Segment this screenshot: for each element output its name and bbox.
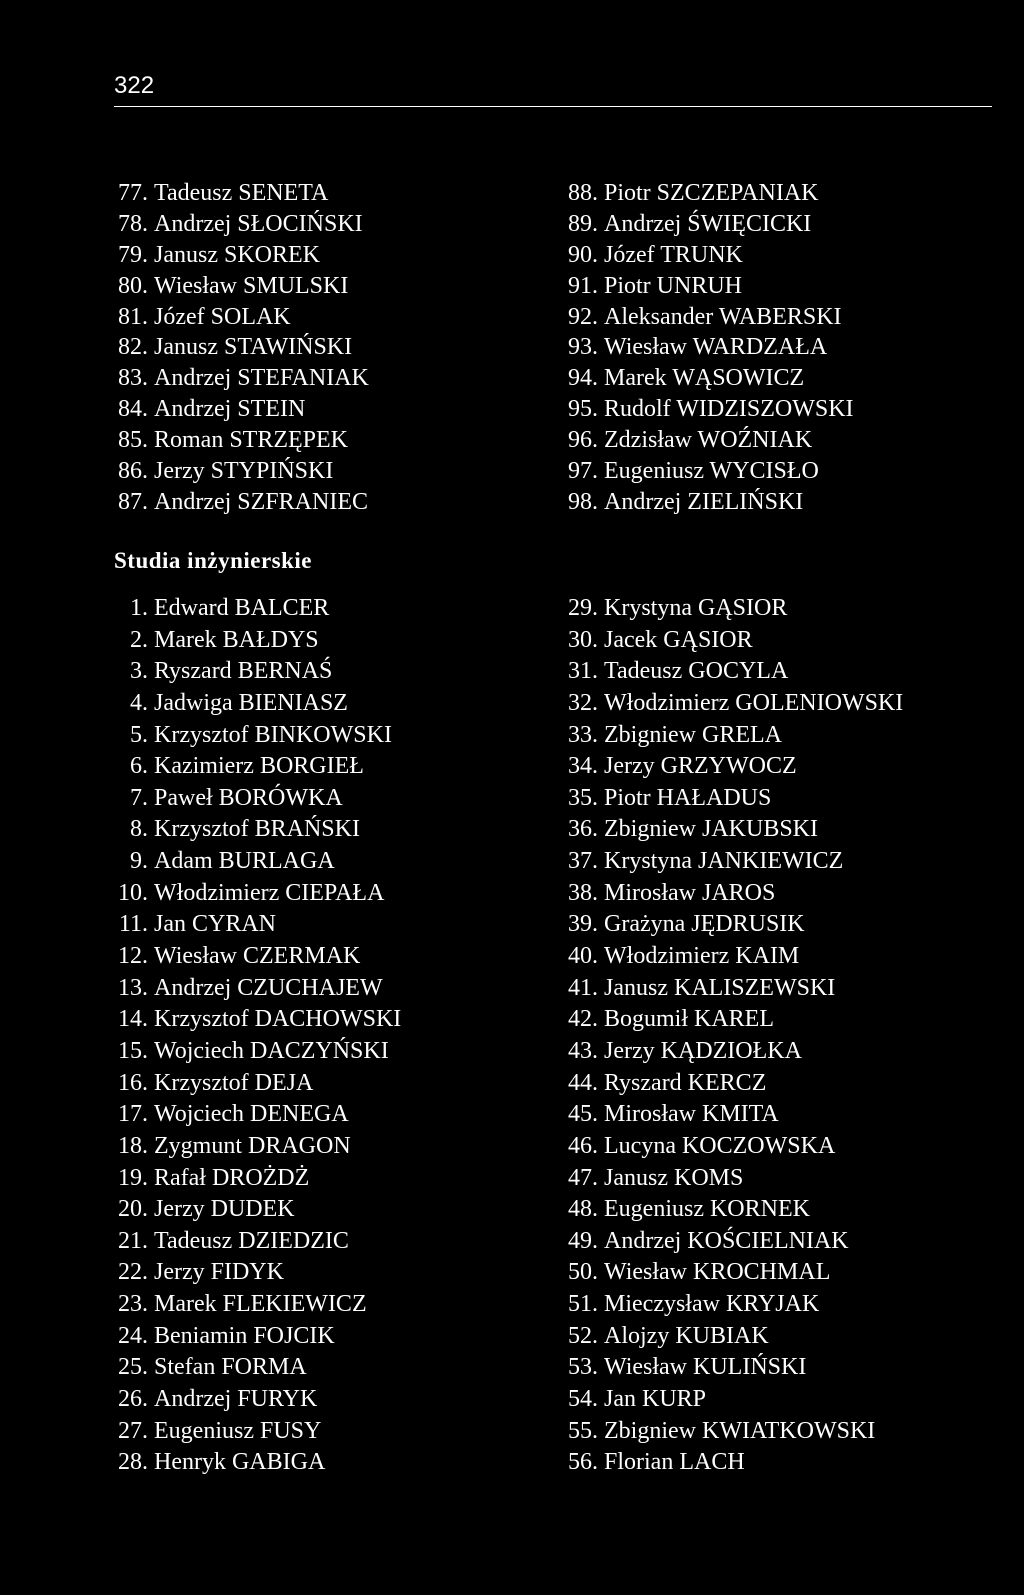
top-list-left-column (110, 178, 369, 518)
entry-name: Wiesław CZERMAK (154, 943, 361, 970)
entry-name: Wiesław KULIŃSKI (604, 1354, 807, 1381)
list-item (560, 1068, 903, 1100)
entry-number: 23. (118, 1291, 148, 1318)
entry-number: 92. (568, 303, 598, 330)
entry-number: 89. (568, 210, 598, 237)
entry-name: Jerzy KĄDZIOŁKA (604, 1037, 802, 1064)
list-item (110, 1384, 401, 1416)
list-item (110, 1036, 401, 1068)
entry-number: 27. (118, 1417, 148, 1444)
list-item (110, 720, 401, 752)
list-item (560, 846, 903, 878)
entry-name: Krystyna GĄSIOR (604, 595, 788, 621)
entry-number: 18. (118, 1132, 148, 1159)
entry-number: 50. (568, 1259, 598, 1286)
entry-name: Florian LACH (604, 1449, 745, 1476)
list-item (110, 456, 369, 487)
entry-number: 51. (568, 1291, 598, 1318)
section-heading: Studia inżynierskie (114, 548, 313, 573)
list-item (110, 1099, 401, 1131)
entry-number: 36. (568, 816, 598, 843)
list-item (560, 814, 903, 846)
list-item (560, 240, 854, 271)
entry-name: Andrzej CZUCHAJEW (154, 974, 383, 1001)
entry-number: 83. (118, 365, 148, 392)
entry-name: Jadwiga BIENIASZ (154, 689, 348, 716)
entry-number: 45. (568, 1101, 598, 1128)
list-item (110, 1163, 401, 1195)
entry-name: Zbigniew GRELA (604, 721, 782, 748)
list-item (110, 656, 401, 688)
list-item (560, 941, 903, 973)
entry-name: Edward BALCER (154, 595, 330, 621)
entry-number: 32. (568, 689, 598, 716)
entry-name: Piotr SZCZEPANIAK (604, 180, 819, 206)
list-item (560, 487, 854, 518)
entry-number: 14. (118, 1006, 148, 1033)
entry-number: 3. (130, 658, 148, 685)
entry-number: 94. (568, 365, 598, 392)
entry-name: Paweł BORÓWKA (154, 784, 343, 811)
list-item (560, 178, 854, 209)
list-item (110, 751, 401, 783)
entry-number: 52. (568, 1322, 598, 1349)
entry-name: Tadeusz GOCYLA (604, 658, 789, 685)
entry-name: Wiesław WARDZAŁA (604, 334, 828, 361)
entry-name: Zygmunt DRAGON (154, 1132, 351, 1159)
entry-number: 15. (118, 1037, 148, 1064)
list-item (560, 456, 854, 487)
entry-name: Józef TRUNK (604, 241, 743, 268)
entry-name: Piotr HAŁADUS (604, 784, 772, 811)
entry-number: 44. (568, 1069, 598, 1096)
entry-name: Wojciech DACZYŃSKI (154, 1037, 389, 1064)
list-item (560, 1289, 903, 1321)
entry-name: Krzysztof DEJA (154, 1069, 314, 1096)
entry-name: Krzysztof BRAŃSKI (154, 816, 360, 843)
list-item (110, 593, 401, 625)
page-number: 322 (114, 72, 155, 99)
list-item (560, 394, 854, 425)
list-item (110, 688, 401, 720)
section-list-right-column (560, 593, 903, 1479)
list-item (560, 1131, 903, 1163)
list-item (560, 783, 903, 815)
list-item (560, 1004, 903, 1036)
list-item (560, 973, 903, 1005)
entry-number: 82. (118, 334, 148, 361)
entry-number: 20. (118, 1196, 148, 1223)
entry-number: 25. (118, 1354, 148, 1381)
entry-number: 9. (130, 848, 148, 875)
entry-name: Andrzej ŚWIĘCICKI (604, 210, 812, 237)
list-item (560, 593, 903, 625)
entry-number: 88. (568, 180, 598, 206)
entry-name: Tadeusz DZIEDZIC (154, 1227, 349, 1254)
list-item (110, 1004, 401, 1036)
list-item (110, 814, 401, 846)
entry-name: Marek BAŁDYS (154, 626, 319, 653)
entry-name: Janusz STAWIŃSKI (154, 334, 353, 361)
entry-number: 40. (568, 943, 598, 970)
entry-name: Krzysztof BINKOWSKI (154, 721, 392, 748)
entry-name: Eugeniusz KORNEK (604, 1196, 810, 1223)
entry-number: 35. (568, 784, 598, 811)
list-item (110, 425, 369, 456)
entry-number: 46. (568, 1132, 598, 1159)
entry-number: 1. (130, 595, 148, 621)
entry-number: 48. (568, 1196, 598, 1223)
list-item (110, 209, 369, 240)
entry-number: 55. (568, 1417, 598, 1444)
entry-name: Jacek GĄSIOR (604, 626, 753, 653)
list-item (110, 271, 369, 302)
entry-name: Wiesław KROCHMAL (604, 1259, 831, 1286)
entry-number: 43. (568, 1037, 598, 1064)
entry-name: Jan KURP (604, 1386, 707, 1413)
entry-name: Jerzy STYPIŃSKI (154, 458, 334, 485)
entry-number: 95. (568, 396, 598, 423)
entry-number: 42. (568, 1006, 598, 1033)
entry-name: Andrzej FURYK (154, 1386, 318, 1413)
entry-number: 98. (568, 488, 598, 515)
entry-number: 56. (568, 1449, 598, 1476)
entry-name: Zbigniew KWIATKOWSKI (604, 1417, 876, 1444)
entry-name: Bogumił KAREL (604, 1006, 775, 1033)
entry-name: Jerzy FIDYK (154, 1259, 284, 1286)
list-item (560, 1447, 903, 1479)
entry-number: 38. (568, 879, 598, 906)
entry-name: Piotr UNRUH (604, 272, 743, 299)
entry-number: 33. (568, 721, 598, 748)
entry-number: 84. (118, 396, 148, 423)
entry-name: Mieczysław KRYJAK (604, 1291, 820, 1318)
entry-number: 12. (118, 943, 148, 970)
entry-name: Włodzimierz CIEPAŁA (154, 879, 385, 906)
entry-number: 41. (568, 974, 598, 1001)
entry-name: Józef SOLAK (154, 303, 291, 330)
entry-number: 39. (568, 911, 598, 938)
list-item (110, 363, 369, 394)
entry-name: Stefan FORMA (154, 1354, 307, 1381)
entry-name: Jerzy GRZYWOCZ (604, 753, 797, 780)
entry-number: 2. (130, 626, 148, 653)
list-item (110, 1194, 401, 1226)
entry-number: 81. (118, 303, 148, 330)
list-item (110, 394, 369, 425)
entry-name: Adam BURLAGA (154, 848, 335, 875)
list-item (110, 1257, 401, 1289)
list-item (560, 1036, 903, 1068)
entry-number: 86. (118, 458, 148, 485)
entry-number: 21. (118, 1227, 148, 1254)
entry-name: Aleksander WABERSKI (604, 303, 842, 330)
entry-name: Grażyna JĘDRUSIK (604, 911, 805, 938)
entry-number: 54. (568, 1386, 598, 1413)
list-item (560, 720, 903, 752)
entry-number: 5. (130, 721, 148, 748)
entry-number: 7. (130, 784, 148, 811)
entry-number: 26. (118, 1386, 148, 1413)
entry-name: Andrzej SŁOCIŃSKI (154, 210, 363, 237)
entry-number: 34. (568, 753, 598, 780)
list-item (110, 625, 401, 657)
entry-number: 80. (118, 272, 148, 299)
list-item (560, 909, 903, 941)
list-item (560, 1352, 903, 1384)
entry-name: Janusz SKOREK (154, 241, 320, 268)
list-item (110, 878, 401, 910)
entry-number: 24. (118, 1322, 148, 1349)
entry-number: 11. (118, 911, 148, 938)
entry-name: Włodzimierz GOLENIOWSKI (604, 689, 904, 716)
entry-name: Rafał DROŻDŻ (154, 1164, 310, 1191)
list-item (560, 271, 854, 302)
entry-name: Tadeusz SENETA (154, 180, 329, 206)
list-item (560, 1416, 903, 1448)
list-item (560, 363, 854, 394)
entry-name: Włodzimierz KAIM (604, 943, 800, 970)
entry-name: Janusz KALISZEWSKI (604, 974, 836, 1001)
list-item (560, 688, 903, 720)
list-item (560, 1163, 903, 1195)
list-item (110, 941, 401, 973)
list-item (560, 1257, 903, 1289)
entry-name: Rudolf WIDZISZOWSKI (604, 396, 854, 423)
list-item (560, 1384, 903, 1416)
list-item (110, 332, 369, 363)
entry-name: Marek FLEKIEWICZ (154, 1291, 367, 1318)
entry-name: Lucyna KOCZOWSKA (604, 1132, 836, 1159)
entry-number: 30. (568, 626, 598, 653)
entry-name: Ryszard KERCZ (604, 1069, 767, 1096)
list-item (110, 487, 369, 518)
top-list-right-column (560, 178, 854, 518)
list-item (110, 1352, 401, 1384)
list-item (110, 1131, 401, 1163)
header-rule (114, 106, 992, 107)
list-item (110, 1321, 401, 1353)
entry-number: 91. (568, 272, 598, 299)
entry-name: Mirosław JAROS (604, 879, 776, 906)
entry-name: Andrzej SZFRANIEC (154, 488, 368, 515)
section-list-left-column (110, 593, 401, 1479)
list-item (560, 625, 903, 657)
entry-name: Zbigniew JAKUBSKI (604, 816, 818, 843)
entry-number: 53. (568, 1354, 598, 1381)
entry-number: 90. (568, 241, 598, 268)
list-item (110, 1289, 401, 1321)
list-item (560, 1099, 903, 1131)
entry-name: Andrzej STEIN (154, 396, 306, 423)
list-item (560, 1321, 903, 1353)
list-item (560, 332, 854, 363)
entry-number: 17. (118, 1101, 148, 1128)
entry-name: Mirosław KMITA (604, 1101, 779, 1128)
list-item (110, 1068, 401, 1100)
entry-number: 37. (568, 848, 598, 875)
entry-number: 97. (568, 458, 598, 485)
entry-name: Jan CYRAN (154, 911, 277, 938)
entry-name: Henryk GABIGA (154, 1449, 326, 1476)
list-item (110, 973, 401, 1005)
entry-number: 13. (118, 974, 148, 1001)
list-item (560, 878, 903, 910)
entry-number: 4. (130, 689, 148, 716)
entry-number: 93. (568, 334, 598, 361)
entry-number: 87. (118, 488, 148, 515)
entry-number: 49. (568, 1227, 598, 1254)
entry-number: 22. (118, 1259, 148, 1286)
entry-name: Zdzisław WOŹNIAK (604, 427, 813, 454)
entry-name: Roman STRZĘPEK (154, 427, 349, 454)
list-item (560, 1226, 903, 1258)
list-item (560, 751, 903, 783)
entry-name: Andrzej ZIELIŃSKI (604, 488, 804, 515)
entry-number: 28. (118, 1449, 148, 1476)
entry-number: 6. (130, 753, 148, 780)
entry-number: 8. (130, 816, 148, 843)
entry-name: Eugeniusz FUSY (154, 1417, 322, 1444)
entry-number: 47. (568, 1164, 598, 1191)
list-item (560, 425, 854, 456)
entry-name: Krzysztof DACHOWSKI (154, 1006, 402, 1033)
entry-name: Kazimierz BORGIEŁ (154, 753, 364, 780)
list-item (110, 1447, 401, 1479)
list-item (110, 302, 369, 333)
list-item (110, 846, 401, 878)
list-item (560, 1194, 903, 1226)
entry-name: Beniamin FOJCIK (154, 1322, 335, 1349)
list-item (110, 909, 401, 941)
entry-name: Eugeniusz WYCISŁO (604, 458, 819, 485)
entry-number: 19. (118, 1164, 148, 1191)
entry-number: 78. (118, 210, 148, 237)
list-item (110, 178, 369, 209)
entry-name: Wojciech DENEGA (154, 1101, 349, 1128)
entry-name: Marek WĄSOWICZ (604, 365, 805, 392)
entry-number: 77. (118, 180, 148, 206)
list-item (110, 783, 401, 815)
entry-name: Andrzej KOŚCIELNIAK (604, 1227, 849, 1254)
list-item (560, 302, 854, 333)
entry-number: 31. (568, 658, 598, 685)
entry-number: 10. (118, 879, 148, 906)
entry-number: 96. (568, 427, 598, 454)
list-item (560, 209, 854, 240)
entry-number: 16. (118, 1069, 148, 1096)
entry-number: 79. (118, 241, 148, 268)
entry-name: Andrzej STEFANIAK (154, 365, 369, 392)
entry-name: Janusz KOMS (604, 1164, 744, 1191)
list-item (110, 1416, 401, 1448)
entry-name: Krystyna JANKIEWICZ (604, 848, 844, 875)
list-item (110, 240, 369, 271)
list-item (560, 656, 903, 688)
entry-name: Alojzy KUBIAK (604, 1322, 769, 1349)
list-item (110, 1226, 401, 1258)
entry-number: 29. (568, 595, 598, 621)
entry-name: Ryszard BERNAŚ (154, 658, 333, 685)
entry-name: Jerzy DUDEK (154, 1196, 295, 1223)
entry-number: 85. (118, 427, 148, 454)
entry-name: Wiesław SMULSKI (154, 272, 349, 299)
